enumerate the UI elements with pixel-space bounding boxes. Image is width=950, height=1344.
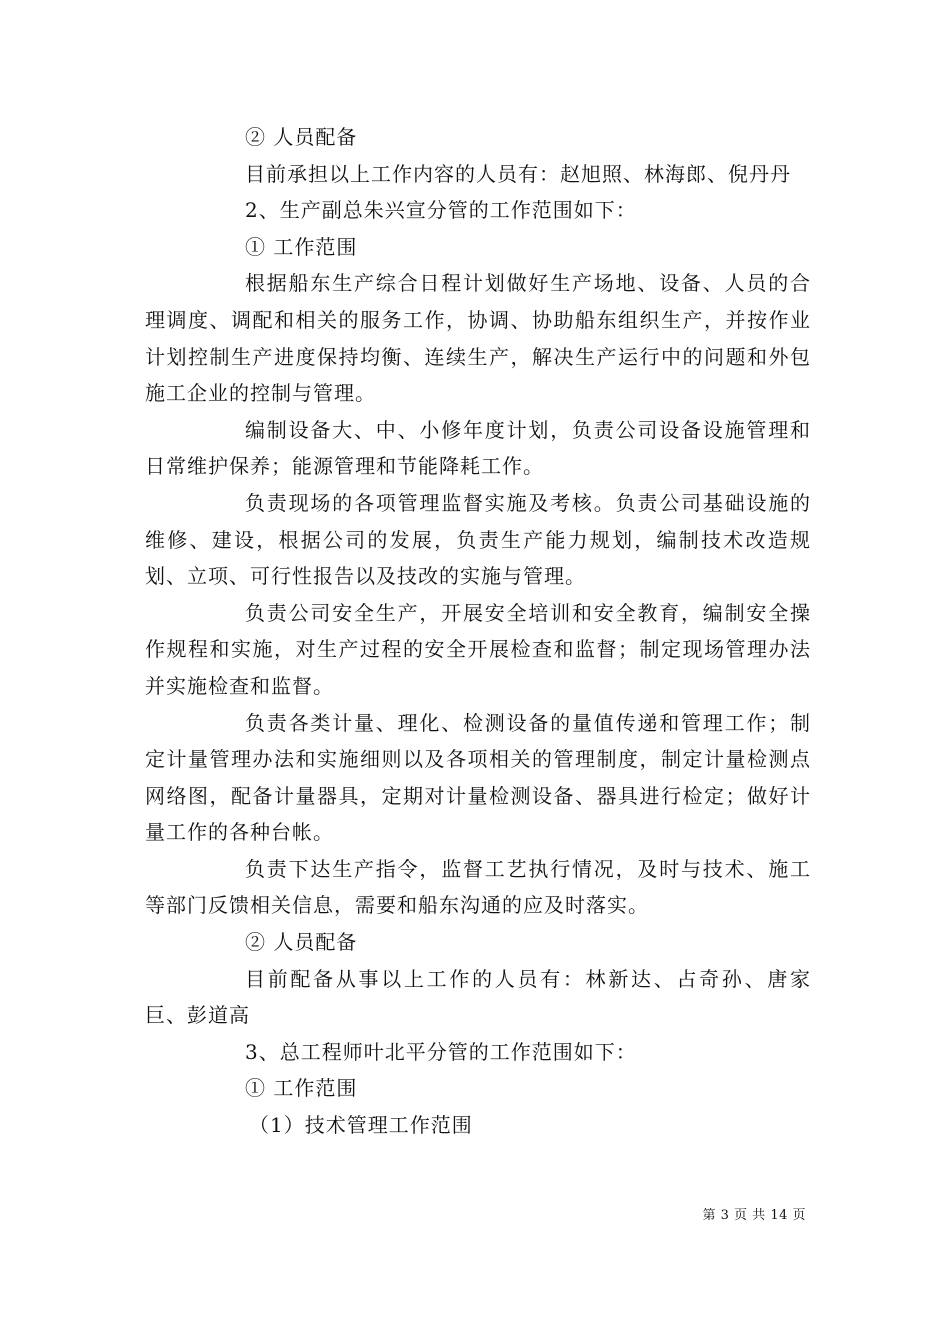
section-heading-staffing: ② 人员配备 bbox=[245, 125, 358, 149]
staff-list-paragraph: 目前配备从事以上工作的人员有：林新达、占奇孙、唐家巨、彭道高 bbox=[145, 966, 811, 1028]
body-paragraph: 负责各类计量、理化、检测设备的量值传递和管理工作；制定计量管理办法和实施细则以及各项相关的管理制度，制定计量检测点网络图，配备计量器具，定期对计量检测设备、器具进行检定；做好计量工作的各种台帐。 bbox=[145, 710, 811, 845]
body-paragraph: 编制设备大、中、小修年度计划，负责公司设备设施管理和日常维护保养；能源管理和节能降耗工作。 bbox=[145, 417, 811, 479]
subheading-scope: ① 工作范围 bbox=[245, 1076, 358, 1101]
subheading-scope: ① 工作范围 bbox=[245, 234, 358, 259]
section-heading-chief-engineer: 3、总工程师叶北平分管的工作范围如下： bbox=[245, 1039, 637, 1064]
staff-list-paragraph: 目前承担以上工作内容的人员有：赵旭照、林海郎、倪丹丹 bbox=[245, 161, 791, 186]
body-paragraph: 负责公司安全生产，开展安全培训和安全教育，编制安全操作规程和实施，对生产过程的安全开展检查和监督；制定现场管理办法并实施检查和监督。 bbox=[145, 600, 811, 698]
body-paragraph: 负责现场的各项管理监督实施及考核。负责公司基础设施的维修、建设，根据公司的发展，负责生产能力规划，编制技术改造规划、立项、可行性报告以及技改的实施与管理。 bbox=[145, 490, 811, 589]
section-heading-production: 2、生产副总朱兴宣分管的工作范围如下： bbox=[245, 198, 637, 223]
page-number-footer: 第 3 页 共 14 页 bbox=[702, 1208, 806, 1223]
subheading-staffing: ② 人员配备 bbox=[245, 930, 358, 955]
subheading-technical-management: （1）技术管理工作范围 bbox=[249, 1113, 473, 1138]
document-body bbox=[145, 119, 811, 1144]
body-paragraph: 根据船东生产综合日程计划做好生产场地、设备、人员的合理调度、调配和相关的服务工作，协调、协助船东组织生产，并按作业计划控制生产进度保持均衡、连续生产，解决生产运行中的问题和外包施工企业的控制与管理。 bbox=[145, 271, 811, 406]
body-paragraph: 负责下达生产指令，监督工艺执行情况，及时与技术、施工等部门反馈相关信息，需要和船东沟通的应及时落实。 bbox=[145, 856, 811, 918]
